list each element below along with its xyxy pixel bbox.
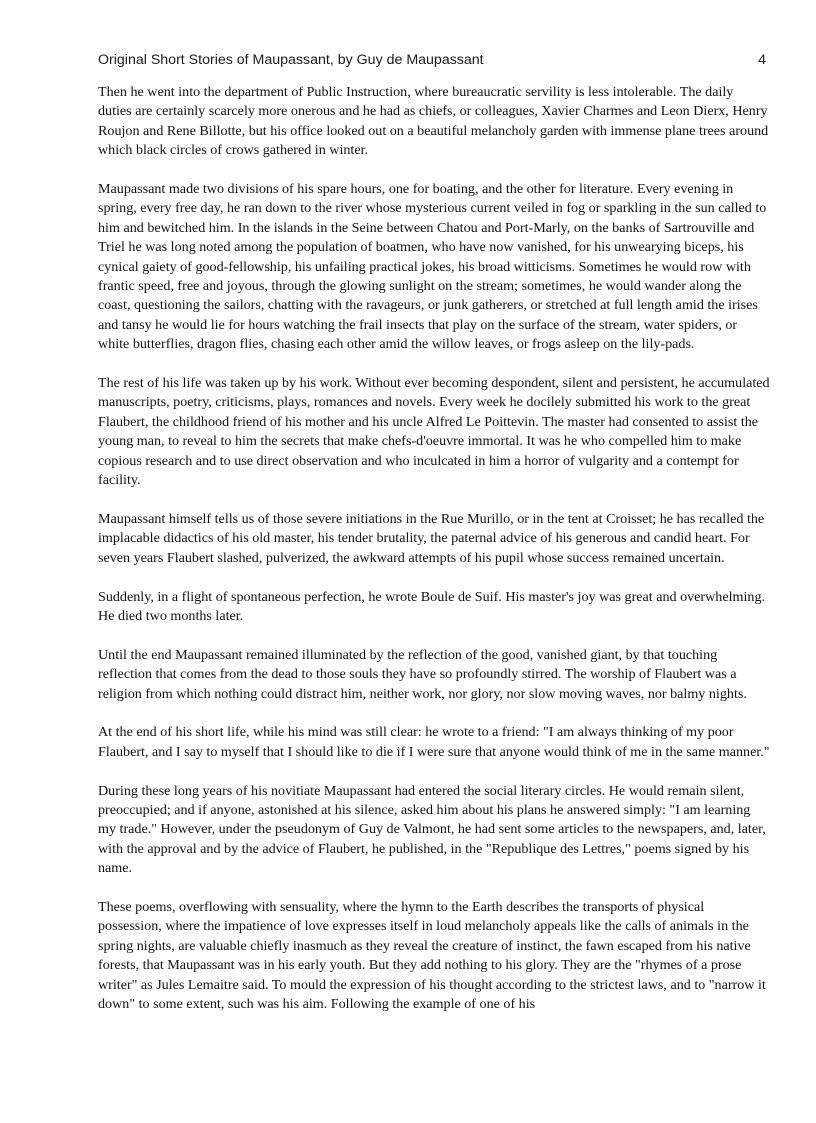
body-text [98,83,770,1034]
paragraph: Maupassant made two divisions of his spare hours, one for boating, and the other for literature. Every evening in spring, every free day, he ran down to the river whose mysterious current veiled in fog or sparkling in the sun called to him and bewitched him. In the islands in the Seine between Chatou and Port-Marly, on the banks of Sartrouville and Triel he was long noted among the population of boatmen, who have now vanished, for his unwearying biceps, his cynical gaiety of good-fellowship, his unfailing practical jokes, his broad witticisms. Sometimes he would row with frantic speed, free and joyous, through the glowing sunlight on the stream; sometimes, he would wander along the coast, questioning the sailors, chatting with the ravageurs, or junk gatherers, or stretched at full length amid the irises and tansy he would lie for hours watching the frail insects that play on the surface of the stream, water spiders, or white butterflies, dragon flies, chasing each other amid the willow leaves, or frogs asleep on the lily-pads. [98,181,767,353]
paragraph: At the end of his short life, while his mind was still clear: he wrote to a friend: "I am always thinking of my poor Flaubert, and I say to myself that I should like to die if I were sure that anyone would think of me in the same manner." [98,724,770,760]
paragraph: The rest of his life was taken up by his work. Without ever becoming despondent, silent and persistent, he accumulated manuscripts, poetry, criticisms, plays, romances and novels. Every week he docilely submitted his work to the great Flaubert, the childhood friend of his mother and his uncle Alfred Le Poittevin. The master had consented to assist the young man, to reveal to him the secrets that make chefs-d'oeuvre immortal. It was he who compelled him to make copious research and to use direct observation and who inculcated in him a horror of vulgarity and a contempt for facility. [98,375,770,489]
paragraph: During these long years of his novitiate Maupassant had entered the social literary circles. He would remain silent, preoccupied; and if anyone, astonished at his silence, asked him about his plans he answered simply: "I am learning my trade." However, under the pseudonym of Guy de Valmont, he had sent some articles to the newspapers, and, later, with the approval and by the advice of Flaubert, he published, in the "Republique des Lettres," poems signed by his name. [98,782,766,877]
paragraph: Then he went into the department of Public Instruction, where bureaucratic servility is less intolerable. The daily duties are certainly scarcely more onerous and he had as chiefs, or colleagues, Xavier Charmes and Leon Dierx, Henry Roujon and Rene Billotte, but his office looked out on a beautiful melancholy garden with immense plane trees around which black circles of crows gathered in winter. [98,84,769,159]
paragraph: These poems, overflowing with sensuality, where the hymn to the Earth describes the transports of physical possession, where the impatience of love expresses itself in loud melancholy appeals like the calls of animals in the spring nights, are valuable chiefly inasmuch as they reveal the creature of instinct, the fawn escaped from his native forests, that Maupassant was in his early youth. But they add nothing to his glory. They are the "rhymes of a prose writer" as Jules Lemaitre said. To mould the expression of his thought according to the strictest laws, and to "narrow it down" to some extent, such was his aim. Following the example of one of his [98,898,766,1012]
paragraph: Maupassant himself tells us of those severe initiations in the Rue Murillo, or in the tent at Croisset; he has recalled the implacable didactics of his old master, his tender brutality, the paternal advice of his generous and candid heart. For seven years Flaubert slashed, pulverized, the awkward attempts of his pupil whose success remained uncertain. [98,510,765,566]
running-header [98,52,766,72]
paragraph: Suddenly, in a flight of spontaneous perfection, he wrote Boule de Suif. His master's joy was great and overwhelming. He died two months later. [98,588,766,624]
paragraph: Until the end Maupassant remained illuminated by the reflection of the good, vanished giant, by that touching reflection that comes from the dead to those souls they have so profoundly stirred. The worship of Flaubert was a religion from which nothing could distract him, neither work, nor glory, nor slow moving waves, nor balmy nights. [98,646,747,702]
page-number: 4 [758,52,766,68]
header-title: Original Short Stories of Maupassant, by Guy de Maupassant [98,52,484,68]
